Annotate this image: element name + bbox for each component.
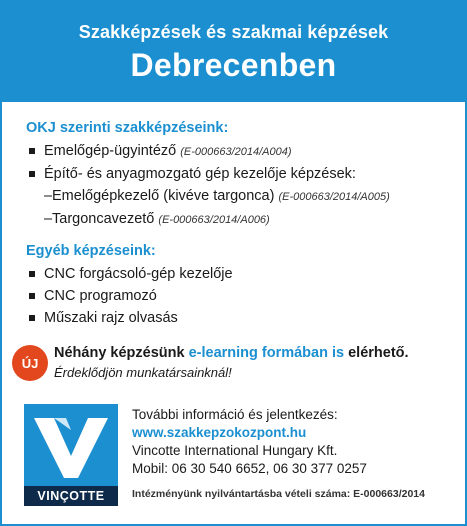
item-label: Emelőgépkezelő (kivéve targonca): [52, 188, 275, 204]
item-code: (E-000663/2014/A004): [180, 146, 292, 158]
elearning-text-after: elérhető.: [344, 345, 409, 361]
contact-intro: További információ és jelentkezés:: [132, 407, 338, 422]
vincotte-v-logo-icon: [24, 404, 118, 486]
elearning-highlight: e-learning formában is: [188, 345, 345, 361]
list-item: [26, 140, 465, 163]
new-badge: ÚJ: [12, 345, 48, 381]
vincotte-logo: [24, 404, 118, 506]
item-code: (E-000663/2014/A005): [278, 191, 390, 203]
list-subitem: [26, 208, 465, 231]
contact-details: [132, 406, 367, 478]
other-list: [26, 263, 465, 329]
list-subitem: [26, 185, 465, 208]
header-banner: [2, 2, 465, 102]
list-item: CNC programozó: [26, 285, 465, 307]
item-label: Emelőgép-ügyintéző: [44, 143, 177, 159]
list-item: Műszaki rajz olvasás: [26, 307, 465, 329]
phone-numbers: Mobil: 06 30 540 6652, 06 30 377 0257: [132, 461, 367, 476]
okj-section: [2, 120, 465, 329]
elearning-text-before: Néhány képzésünk: [54, 345, 189, 361]
company-name: Vincotte International Hungary Kft.: [132, 443, 338, 458]
contact-block: [2, 398, 465, 524]
item-label: Targoncavezető: [52, 211, 155, 227]
list-item: [26, 163, 465, 185]
website-link[interactable]: www.szakkepzokozpont.hu: [132, 425, 307, 440]
elearning-text: [54, 345, 409, 361]
list-item: CNC forgácsoló-gép kezelője: [26, 263, 465, 285]
okj-list: [26, 140, 465, 231]
other-title: Egyéb képzéseink:: [26, 243, 156, 259]
elearning-subtext: Érdeklődjön munkatársainknál!: [54, 365, 232, 380]
okj-title: OKJ szerinti szakképzéseink:: [26, 120, 229, 136]
item-code: (E-000663/2014/A006): [158, 214, 270, 226]
logo-text: VINÇOTTE: [24, 486, 118, 506]
registration-number: Intézményünk nyilvántartásba vételi száma: E-000663/2014: [132, 488, 425, 500]
header-title: Debrecenben: [130, 47, 337, 83]
item-label: Építő- és anyagmozgató gép kezelője képzések:: [44, 166, 356, 182]
header-subtitle: Szakképzések és szakmai képzések: [78, 22, 389, 42]
elearning-notice: [2, 343, 465, 389]
